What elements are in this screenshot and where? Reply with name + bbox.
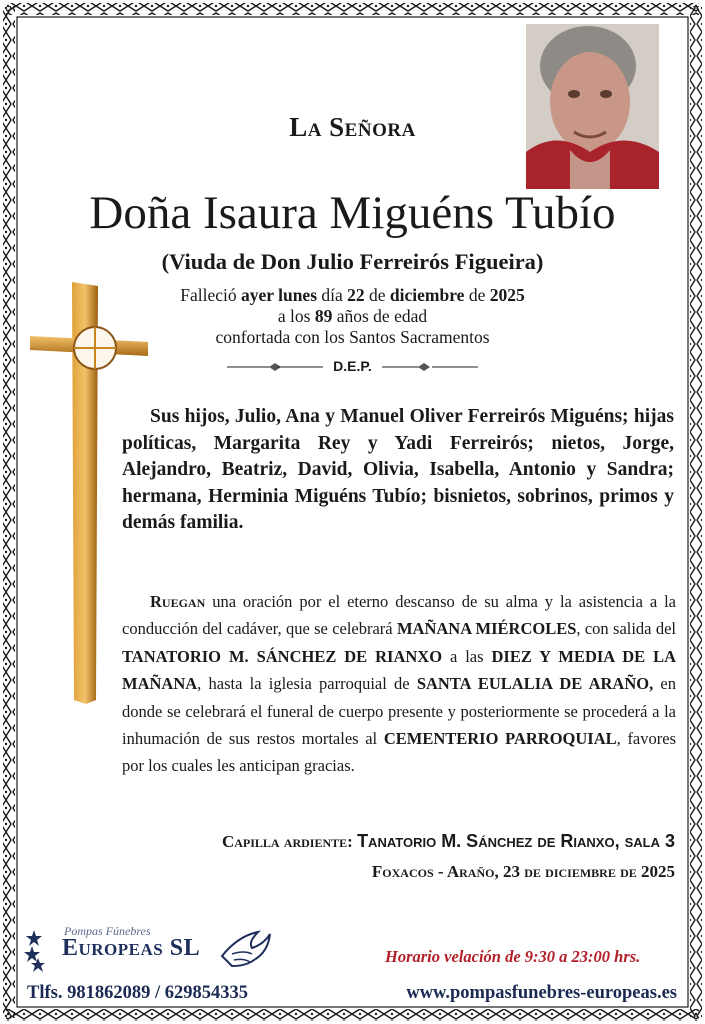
website-link[interactable]: www.pompasfunebres-europeas.es	[406, 983, 677, 1003]
widow-of: (Viuda de Don Julio Ferreirós Figueira)	[161, 249, 544, 274]
logo-subtitle: Pompas Fúnebres	[64, 924, 151, 938]
text: en donde se celebrará el funeral de cuerpo presente y posteriormente se procederá a la inhumación de sus restos mortales al	[122, 674, 676, 749]
text: día	[317, 285, 348, 305]
death-day: ayer lunes	[241, 285, 317, 305]
death-line-3: confortada con los Santos Sacramentos	[215, 327, 490, 347]
prayer-text	[122, 588, 676, 780]
death-line-1	[0, 285, 705, 306]
text: CEMENTERIO PARROQUIAL	[383, 729, 617, 749]
chapel-value: Tanatorio M. Sánchez de Rianxo, sala 3	[357, 831, 675, 851]
viewing-hours: Horario velación de 9:30 a 23:00 hrs.	[385, 947, 641, 966]
prayer-paragraph	[122, 588, 676, 780]
death-date: 22	[347, 285, 365, 305]
dep-divider	[0, 358, 705, 378]
ruegan-word: Ruegan	[150, 592, 206, 611]
dove-icon	[218, 926, 274, 974]
chapel-info	[222, 831, 675, 852]
text: MAÑANA MIÉRCOLES	[396, 619, 577, 639]
text: , favores por los cuales les anticipan gracias.	[122, 729, 676, 776]
la-senora-title: La Señora	[289, 112, 416, 142]
portrait-image	[526, 24, 659, 189]
dep-label: D.E.P.	[333, 358, 372, 374]
place-date: Foxacos - Araño, 23 de diciembre de 2025	[371, 862, 675, 881]
funeral-home-logo	[24, 924, 284, 974]
family-list	[122, 404, 674, 537]
text: de	[464, 285, 490, 305]
death-line-2	[0, 306, 705, 327]
age: 89	[314, 306, 333, 326]
text: , con salida del	[576, 619, 676, 639]
stars-icon	[24, 928, 60, 974]
text: TANATORIO M. SÁNCHEZ DE RIANXO	[122, 646, 443, 666]
death-year: 2025	[489, 285, 525, 305]
text: Falleció	[180, 285, 241, 305]
text: , hasta la iglesia parroquial de	[197, 674, 417, 694]
text: una oración por el eterno descanso de su alma y la asistencia a la conducción del cadáver, que se celebrará	[122, 592, 676, 639]
text: a los	[277, 306, 315, 326]
text: de	[364, 285, 390, 305]
text: SANTA EULALIA DE ARAÑO,	[416, 674, 654, 694]
divider-ornament-right-icon	[382, 360, 478, 374]
family-text: Sus hijos, Julio, Ana y Manuel Oliver Ferreirós Miguéns; hijas políticas, Margarita Rey y Yadi Ferreirós; nietos, Jorge, Alejandro, Beatriz, David, Olivia, Isabella, Antonio y Sandra; hermana, Herminia Miguéns Tubío; bisnietos, sobrinos, primos y demás familia.	[122, 406, 674, 533]
text: DIEZ Y MEDIA DE LA MAÑANA	[122, 646, 676, 694]
text: años de edad	[332, 306, 428, 326]
divider-ornament-left-icon	[227, 360, 323, 374]
death-month: diciembre	[389, 285, 465, 305]
logo-title: Europeas SL	[62, 935, 201, 961]
chapel-label: Capilla ardiente:	[221, 832, 358, 851]
portrait-photo	[526, 24, 659, 189]
phone-numbers[interactable]: Tlfs. 981862089 / 629854335	[27, 983, 248, 1003]
text: a las	[442, 646, 492, 666]
deceased-name: Doña Isaura Miguéns Tubío	[89, 187, 616, 239]
